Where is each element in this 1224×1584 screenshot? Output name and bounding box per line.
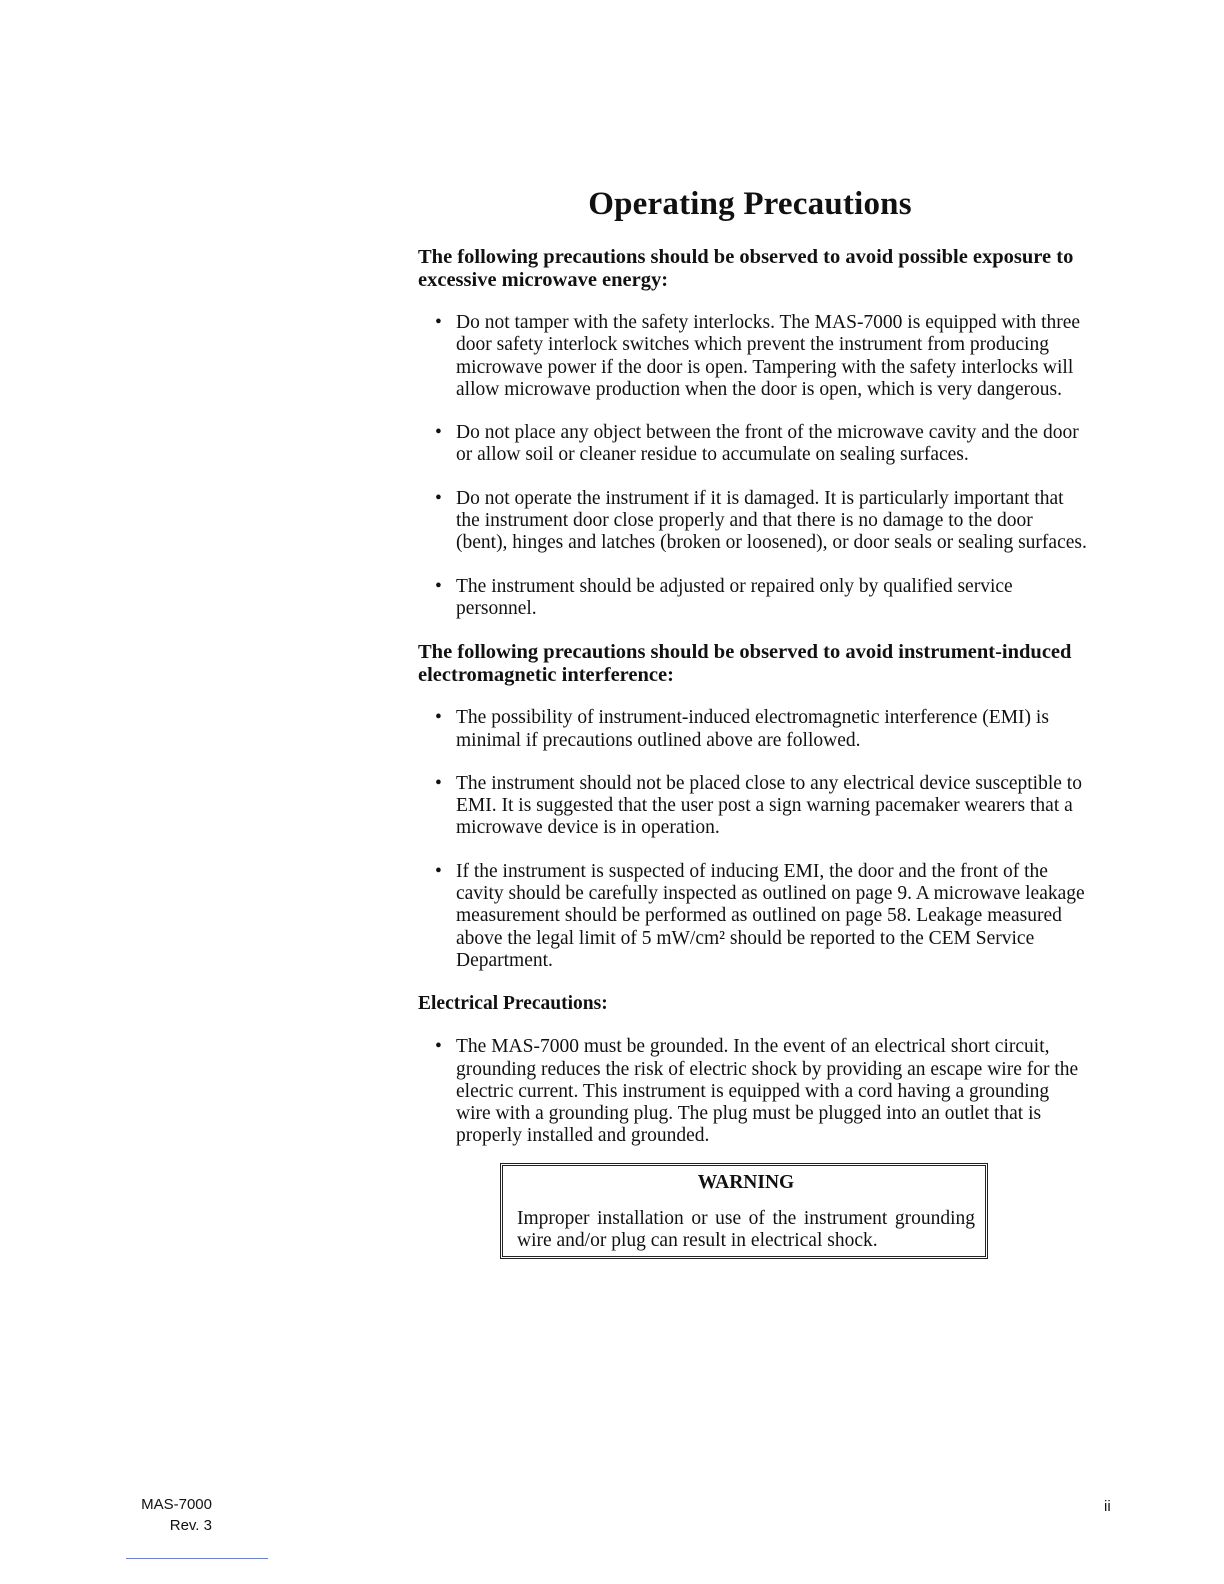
warning-box [500,1163,988,1260]
section-intro-microwave: The following precautions should be observed to avoid possible exposure to excessive microwave energy: [418,246,1074,291]
warning-text: Improper installation or use of the instrument grounding wire and/or plug can result in electrical shock. [517,1207,975,1252]
footer-model-info [132,1494,212,1536]
section-heading-electrical: Electrical Precautions: [418,993,608,1015]
page-number: ii [1104,1498,1111,1515]
bullet-item: • Do not place any object between the front of the microwave cavity and the door or allow soil or cleaner residue to accumulate on sealing surfaces. [418,422,1088,467]
document-body [418,246,1088,1259]
warning-title: WARNING [697,1171,795,1193]
bullet-list-electrical [418,1036,1088,1147]
bullet-item: • Do not tamper with the safety interlocks. The MAS-7000 is equipped with three door safety interlock switches which prevent the instrument from producing microwave power if the door is open. Tampering with the safety interlocks will allow microwave production when the door is open, which is very dangerous. [418,312,1088,401]
bullet-list-emi [418,707,1088,972]
footer-revision: Rev. 3 [169,1517,212,1534]
section-intro-emi: The following precautions should be observed to avoid instrument-induced electromagnetic interference: [418,641,1072,687]
bullet-item: • The instrument should be adjusted or repaired only by qualified service personnel. [418,576,1088,621]
bullet-item: • The MAS-7000 must be grounded. In the event of an electrical short circuit, grounding reduces the risk of electric shock by providing an escape wire for the electric current. This instrument is equipped with a cord having a grounding wire with a grounding plug. The plug must be plugged into an outlet that is properly installed and grounded. [418,1036,1088,1147]
footer-model: MAS-7000 [141,1496,212,1513]
page-title: Operating Precautions [588,186,912,222]
bullet-list-microwave [418,312,1088,620]
bullet-item: • The instrument should not be placed close to any electrical device susceptible to EMI. It is suggested that the user post a sign warning pacemaker wearers that a microwave device is in operation. [418,773,1088,840]
bullet-item: • The possibility of instrument-induced electromagnetic interference (EMI) is minimal if precautions outlined above are followed. [418,707,1088,752]
bullet-item: • If the instrument is suspected of inducing EMI, the door and the front of the cavity should be carefully inspected as outlined on page 9. A microwave leakage measurement should be performed as outlined on page 58. Leakage measured above the legal limit of 5 mW/cm² should be reported to the CEM Service Department. [418,861,1088,972]
bullet-item: • Do not operate the instrument if it is damaged. It is particularly important that the instrument door close properly and that there is no damage to the door (bent), hinges and latches (broken or loosened), or door seals or sealing surfaces. [418,488,1088,555]
footer-rule [126,1558,268,1559]
